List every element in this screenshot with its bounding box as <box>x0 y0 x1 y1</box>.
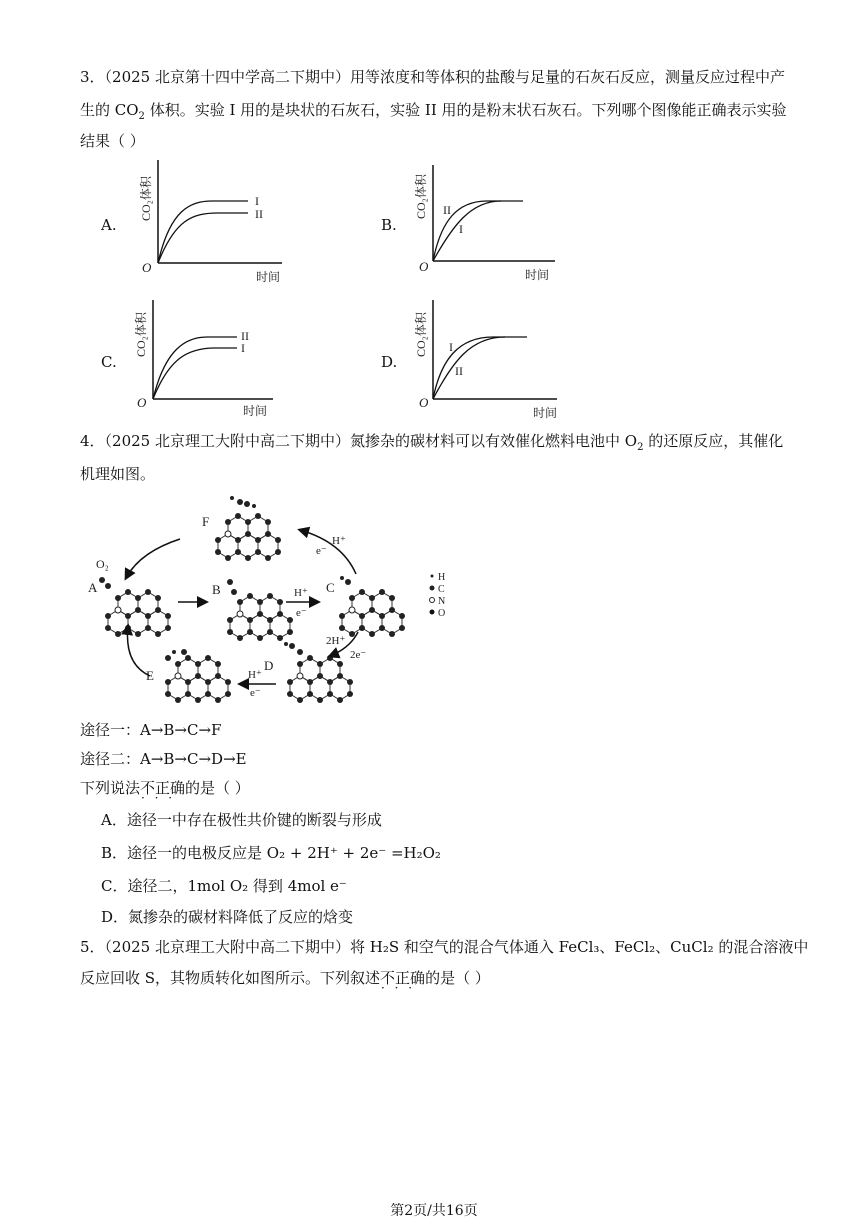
graph-d <box>405 295 565 420</box>
legend-c: C <box>438 584 445 595</box>
graph-d-lower-label: II <box>455 364 463 378</box>
arrow-cd-bottom: 2e⁻ <box>350 649 367 661</box>
label-d: D <box>264 658 274 673</box>
graph-a-lower-label: II <box>255 207 263 221</box>
graph-c-ylabel: CO₂体积 <box>134 312 148 357</box>
arrow-bc-top: H⁺ <box>294 587 308 599</box>
graph-a <box>130 155 290 285</box>
legend-o: O <box>438 608 446 619</box>
q4-path2: 途径二：A→B→C→D→E <box>80 750 247 768</box>
graph-d-upper-label: I <box>449 340 453 354</box>
b-adsorbate <box>227 579 237 595</box>
arrow-de-bottom: e⁻ <box>250 687 261 699</box>
q5-line2-post: 的是（ ） <box>425 969 490 987</box>
arrow-bc-bottom: e⁻ <box>296 607 307 619</box>
structure-c <box>339 589 405 637</box>
q4-ask-pre: 下列说法 <box>80 779 141 797</box>
q5-line2 <box>80 967 490 989</box>
q4-ask <box>80 777 250 799</box>
graph-b-upper-label: II <box>443 203 451 217</box>
graph-b-xlabel: 时间 <box>525 268 550 282</box>
graph-b-option: B. <box>381 216 397 234</box>
q4-option-c: C．途径二，1mol O₂ 得到 4mol e⁻ <box>101 877 347 895</box>
graph-b-origin: O <box>419 259 429 274</box>
graph-c <box>125 295 285 420</box>
graph-c-upper-label: II <box>241 329 249 343</box>
label-b: B <box>212 582 221 597</box>
q3-line2-sub: 2 <box>138 111 145 122</box>
q4-line1 <box>80 430 783 459</box>
q4-path1: 途径一：A→B→C→F <box>80 721 222 739</box>
graph-d-xlabel: 时间 <box>533 406 558 420</box>
graph-c-xlabel: 时间 <box>243 404 268 418</box>
q5-line1: 5．（2025 北京理工大附中高二下期中）将 H₂S 和空气的混合气体通入 FeCl₃、FeCl₂、CuCl₂ 的混合溶液中 <box>80 938 809 956</box>
graph-d-option: D. <box>381 353 398 371</box>
graph-a-xlabel: 时间 <box>256 270 281 284</box>
graph-b-lower-label: I <box>459 222 463 236</box>
graph-a-option: A. <box>101 216 117 234</box>
label-f: F <box>202 514 210 529</box>
c-adsorbate <box>340 576 351 585</box>
q4-ask-emphasis: 不正确 · · · <box>140 777 185 799</box>
d-adsorbate <box>284 642 303 655</box>
structure-f <box>215 513 281 561</box>
arrow-cf-top: H⁺ <box>332 535 346 547</box>
graph-c-option: C. <box>101 353 117 371</box>
graph-a-origin: O <box>142 260 152 275</box>
graph-b-ylabel: CO₂体积 <box>414 174 428 219</box>
mechanism-diagram <box>80 492 460 712</box>
graph-c-lower-label: I <box>241 341 245 355</box>
atom-legend <box>430 572 446 619</box>
q4-option-a: A．途径一中存在极性共价键的断裂与形成 <box>101 811 382 829</box>
q3-line1: 3．（2025 北京第十四中学高二下期中）用等浓度和等体积的盐酸与足量的石灰石反应，测量反应过程中产 <box>80 68 785 86</box>
label-e: E <box>146 668 154 683</box>
graph-d-origin: O <box>419 395 429 410</box>
label-c: C <box>326 580 335 595</box>
page-footer: 第2页/共16页 <box>390 1203 478 1219</box>
e-adsorbate <box>165 649 187 661</box>
arrow-f-to-a <box>126 539 180 578</box>
arrow-c-to-f <box>300 530 356 574</box>
legend-n: N <box>438 596 446 607</box>
arrow-cd-top: 2H⁺ <box>326 635 346 647</box>
q4-ask-post: 的是（ ） <box>185 779 250 797</box>
graph-a-ylabel: CO₂体积 <box>139 176 153 221</box>
structure-a <box>105 589 171 637</box>
graph-c-origin: O <box>137 395 147 410</box>
q4-option-d: D．氮掺杂的碳材料降低了反应的焓变 <box>101 908 354 926</box>
q5-line2-emphasis: 不正确 · · · <box>380 967 425 989</box>
q5-line2-pre: 反应回收 S，其物质转化如图所示。下列叙述 <box>80 969 381 987</box>
graph-b <box>405 155 565 285</box>
q4-line2: 机理如图。 <box>80 465 156 483</box>
q3-line3: 结果（ ） <box>80 132 145 150</box>
a-o2-molecule <box>99 577 111 589</box>
label-o2: O₂ <box>96 557 109 571</box>
q4-line1-post: 的还原反应，其催化 <box>643 432 784 450</box>
graph-d-ylabel: CO₂体积 <box>414 312 428 357</box>
q4-option-b: B．途径一的电极反应是 O₂ + 2H⁺ + 2e⁻ =H₂O₂ <box>101 844 441 862</box>
q3-line2 <box>80 99 787 128</box>
q3-line2-pre: 生的 CO <box>80 101 139 119</box>
f-adsorbate <box>230 496 256 508</box>
q3-line2-post: 体积。实验 I 用的是块状的石灰石，实验 II 用的是粉末状石灰石。下列哪个图像能正确表示实验 <box>144 101 787 119</box>
structure-e <box>165 655 231 703</box>
legend-h: H <box>438 572 446 583</box>
q4-line1-sub: 2 <box>637 442 644 453</box>
structure-b <box>227 593 293 641</box>
label-a: A <box>88 580 98 595</box>
q4-line1-pre: 4．（2025 北京理工大附中高二下期中）氮掺杂的碳材料可以有效催化燃料电池中 O <box>80 432 638 450</box>
graph-a-upper-label: I <box>255 194 259 208</box>
arrow-cf-bottom: e⁻ <box>316 545 327 557</box>
structure-d <box>287 655 353 703</box>
arrow-de-top: H⁺ <box>248 669 262 681</box>
